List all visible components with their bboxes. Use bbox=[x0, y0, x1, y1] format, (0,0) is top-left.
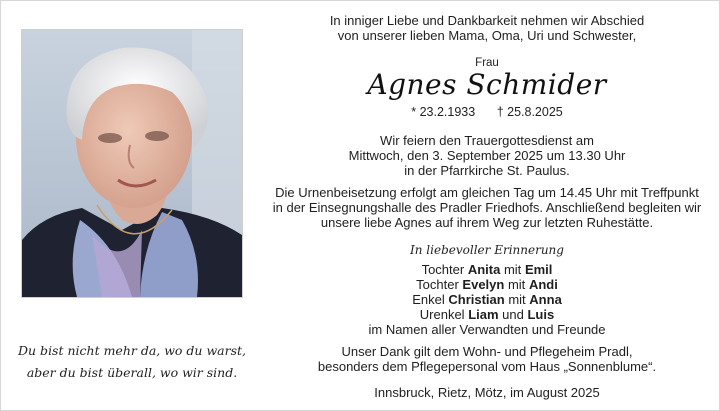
family-joiner: mit bbox=[508, 292, 526, 307]
salutation: Frau bbox=[475, 57, 499, 69]
family-role: Enkel bbox=[412, 292, 445, 307]
thanks-line: besonders dem Pflegepersonal vom Haus „Sonnenblume“. bbox=[317, 359, 657, 374]
intro-line: In inniger Liebe und Dankbarkeit nehmen wir Abschied bbox=[329, 13, 645, 28]
portrait-illustration bbox=[22, 30, 242, 297]
memory-heading: In liebevoller Erinnerung bbox=[410, 243, 564, 257]
family-partner-name: Andi bbox=[528, 277, 558, 292]
family-line bbox=[259, 292, 715, 307]
quote-line: aber du bist überall, wo wir sind. bbox=[26, 365, 238, 380]
portrait-photo bbox=[21, 29, 243, 298]
family-role: Tochter bbox=[421, 262, 465, 277]
life-dates bbox=[259, 105, 715, 120]
family-joiner: mit bbox=[507, 277, 526, 292]
family-line bbox=[259, 307, 715, 322]
family-line bbox=[259, 277, 715, 292]
urn-line: unsere liebe Agnes auf ihrem Weg zur letzten Ruhestätte. bbox=[320, 215, 654, 230]
family-partner-name: Anna bbox=[529, 292, 562, 307]
urn-burial-paragraph bbox=[259, 185, 715, 230]
family-joiner: und bbox=[502, 307, 524, 322]
service-line: in der Pfarrkirche St. Paulus. bbox=[404, 163, 570, 178]
family-member-name: Liam bbox=[468, 307, 499, 322]
birth-date: * 23.2.1933 bbox=[411, 105, 476, 119]
family-partner-name: Luis bbox=[527, 307, 555, 322]
family-partner-name: Emil bbox=[524, 262, 553, 277]
service-line: Mittwoch, den 3. September 2025 um 13.30 Uhr bbox=[348, 148, 626, 163]
intro-paragraph bbox=[259, 13, 715, 43]
family-role: Tochter bbox=[416, 277, 459, 292]
place-date: Innsbruck, Rietz, Mötz, im August 2025 bbox=[374, 385, 600, 400]
memorial-quote bbox=[9, 340, 255, 384]
intro-line: von unserer lieben Mama, Oma, Uri und Schwester, bbox=[337, 28, 637, 43]
family-role: Urenkel bbox=[419, 307, 465, 322]
urn-line: in der Einsegnungshalle des Pradler Friedhofs. Anschließend begleiten wir bbox=[272, 200, 702, 215]
death-date: † 25.8.2025 bbox=[496, 105, 563, 119]
service-paragraph bbox=[259, 133, 715, 178]
service-line: Wir feiern den Trauergottesdienst am bbox=[380, 133, 594, 148]
thanks-line: Unser Dank gilt dem Wohn- und Pflegeheim Pradl, bbox=[341, 344, 633, 359]
thanks-paragraph bbox=[259, 344, 715, 374]
deceased-name: Agnes Schmider bbox=[367, 68, 607, 101]
relatives-line: im Namen aller Verwandten und Freunde bbox=[368, 322, 606, 337]
family-joiner: mit bbox=[503, 262, 522, 277]
family-list bbox=[259, 262, 715, 337]
urn-line: Die Urnenbeisetzung erfolgt am gleichen Tag um 14.45 Uhr mit Treffpunkt bbox=[275, 185, 699, 200]
family-member-name: Evelyn bbox=[462, 277, 505, 292]
family-line bbox=[259, 262, 715, 277]
family-member-name: Christian bbox=[448, 292, 505, 307]
family-member-name: Anita bbox=[467, 262, 501, 277]
quote-line: Du bist nicht mehr da, wo du warst, bbox=[18, 343, 246, 358]
